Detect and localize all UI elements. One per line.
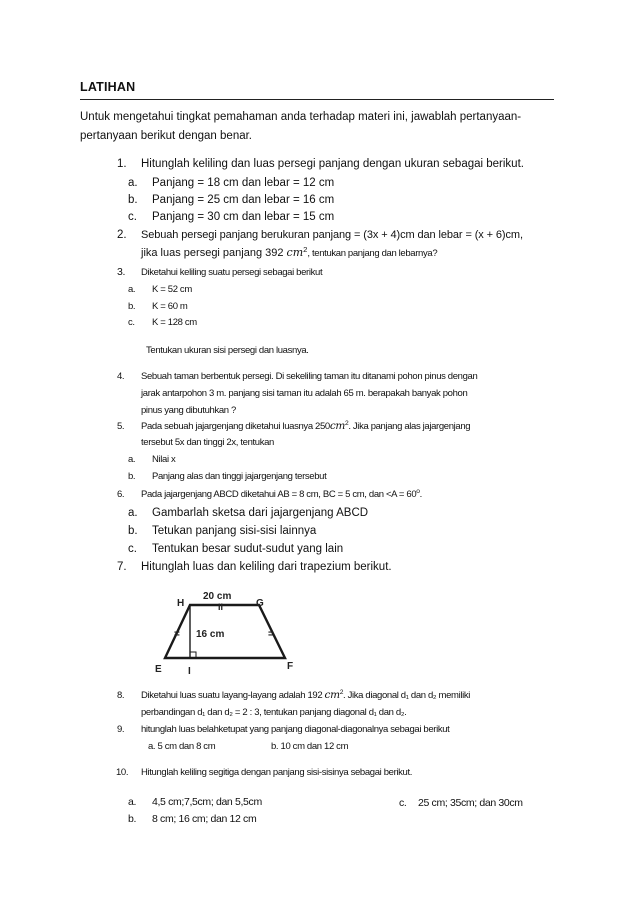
right-tick-mark: =: [268, 629, 274, 640]
title-divider: [80, 99, 554, 100]
item-text: Tetukan panjang sisi-sisi lainnya: [152, 525, 317, 537]
question-number: 10.: [116, 767, 129, 778]
question-text-line-2: [141, 246, 437, 259]
question-text: Diketahui keliling suatu persegi sebagai berikut: [141, 267, 323, 278]
question-text: . Jika diagonal d₁ dan d₂ memiliki: [343, 690, 471, 701]
question-text: , tentukan panjang dan lebarnya?: [307, 248, 438, 259]
option-b: b. 10 cm dan 12 cm: [271, 741, 349, 752]
item-text: Panjang alas dan tinggi jajargenjang tersebut: [152, 471, 327, 482]
question-text: pinus yang dibutuhkan ?: [141, 405, 236, 416]
item-text: Panjang = 18 cm dan lebar = 12 cm: [152, 177, 335, 189]
option-a: a. 5 cm dan 8 cm: [148, 741, 216, 752]
question-text-line-1: [141, 689, 470, 701]
item-label: c.: [128, 211, 137, 223]
question-text: jarak antarpohon 3 m. panjang sisi taman itu adalah 65 m. berapakah banyak pohon: [141, 388, 468, 399]
question-text: Pada jajargenjang ABCD diketahui AB = 8 cm, BC = 5 cm, dan <A = 60: [141, 489, 417, 500]
height-label: 16 cm: [196, 629, 225, 640]
item-label: b.: [128, 525, 138, 537]
exponent: 2: [344, 420, 349, 427]
item-label: c.: [128, 543, 137, 555]
intro-line-2: pertanyaan berikut dengan benar.: [80, 130, 252, 142]
unit: cm: [324, 689, 340, 701]
unit: cm: [286, 246, 304, 259]
question-number: 7.: [117, 561, 127, 573]
follow-up-text: Tentukan ukuran sisi persegi dan luasnya.: [146, 345, 309, 356]
trapezium-shape: [165, 605, 285, 658]
exponent: 2: [303, 245, 308, 254]
question-text: perbandingan d₁ dan d₂ = 2 : 3, tentukan panjang diagonal d₁ dan d₂.: [141, 707, 407, 718]
question-text: Hitunglah keliling dan luas persegi panjang dengan ukuran sebagai berikut.: [141, 158, 524, 170]
question-number: 6.: [117, 489, 125, 500]
question-number: 2.: [117, 229, 127, 241]
item-label: a.: [128, 284, 136, 295]
item-text: Nilai x: [152, 454, 176, 465]
vertex-G: G: [256, 598, 264, 609]
question-text: tersebut 5x dan tinggi 2x, tentukan: [141, 437, 274, 448]
exponent: 2: [339, 689, 344, 696]
question-number: 8.: [117, 690, 125, 701]
question-text: Hitunglah luas dan keliling dari trapezium berikut.: [141, 561, 392, 573]
question-text-line: [141, 489, 422, 500]
intro-line-1: Untuk mengetahui tingkat pemahaman anda terhadap materi ini, jawablah pertanyaan-: [80, 111, 522, 123]
question-number: 5.: [117, 421, 125, 432]
question-text: hitunglah luas belahketupat yang panjang diagonal-diagonalnya sebagai berikut: [141, 724, 450, 735]
question-text: Pada sebuah jajargenjang diketahui luasnya 250: [141, 421, 330, 432]
question-text: .: [419, 489, 422, 500]
item-text: K = 52 cm: [152, 284, 192, 295]
question-text-line-1: [141, 420, 470, 432]
item-text: Gambarlah sketsa dari jajargenjang ABCD: [152, 507, 369, 519]
question-text: Sebuah persegi panjang berukuran panjang = (3x + 4)cm dan lebar = (x + 6)cm,: [141, 229, 523, 241]
vertex-I: I: [188, 666, 191, 676]
vertex-E: E: [155, 664, 162, 675]
left-tick-mark: =: [174, 629, 180, 640]
page-title: LATIHAN: [80, 80, 136, 94]
question-text: . Jika panjang alas jajargenjang: [348, 421, 471, 432]
item-text: Panjang = 25 cm dan lebar = 16 cm: [152, 194, 335, 206]
item-text: Tentukan besar sudut-sudut yang lain: [152, 543, 344, 555]
question-text: jika luas persegi panjang 392: [141, 247, 287, 259]
item-text: 25 cm; 35cm; dan 30cm: [418, 797, 523, 809]
item-label: a.: [128, 454, 136, 465]
item-label: b.: [128, 813, 137, 825]
item-label: b.: [128, 194, 138, 206]
item-label: a.: [128, 507, 138, 519]
item-text: K = 60 m: [152, 301, 188, 312]
vertex-H: H: [177, 598, 185, 609]
question-number: 9.: [117, 724, 125, 735]
question-text: Diketahui luas suatu layang-layang adalah 192: [141, 690, 325, 701]
question-number: 1.: [117, 158, 127, 170]
top-tick-mark: II: [218, 602, 224, 612]
vertex-F: F: [287, 661, 294, 672]
item-label: a.: [128, 177, 138, 189]
degree-symbol: o: [416, 488, 420, 495]
trapezium-figure: [148, 582, 308, 676]
item-label: a.: [128, 796, 137, 808]
item-label: b.: [128, 301, 136, 312]
item-text: Panjang = 30 cm dan lebar = 15 cm: [152, 211, 335, 223]
item-label: c.: [399, 797, 407, 809]
question-number: 3.: [117, 266, 126, 278]
item-text: K = 128 cm: [152, 317, 197, 328]
item-text: 8 cm; 16 cm; dan 12 cm: [152, 813, 257, 825]
item-label: b.: [128, 471, 136, 482]
question-number: 4.: [117, 371, 125, 382]
question-text: Sebuah taman berbentuk persegi. Di sekeliling taman itu ditanami pohon pinus dengan: [141, 371, 478, 382]
item-label: c.: [128, 317, 135, 328]
item-text: 4,5 cm;7,5cm; dan 5,5cm: [152, 796, 262, 808]
question-text: Hitunglah keliling segitiga dengan panjang sisi-sisinya sebagai berikut.: [141, 767, 413, 778]
unit: cm: [329, 420, 345, 432]
top-length-label: 20 cm: [203, 591, 232, 602]
